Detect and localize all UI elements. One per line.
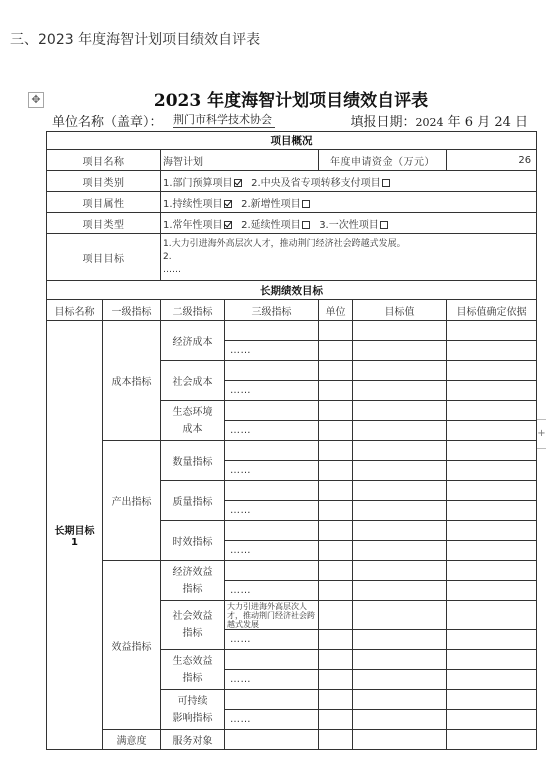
output-indicator-label: 产出指标: [103, 441, 161, 561]
table-cell[interactable]: [225, 690, 319, 710]
project-goal-label: 项目目标: [47, 234, 161, 281]
table-cell[interactable]: [319, 421, 353, 441]
table-cell[interactable]: [225, 401, 319, 421]
table-cell[interactable]: [319, 561, 353, 581]
table-cell[interactable]: [353, 690, 447, 710]
header-goal-name: 目标名称: [47, 300, 103, 321]
longterm-goal-title: [47, 321, 103, 750]
project-category-options: [161, 171, 537, 192]
table-cell[interactable]: [319, 401, 353, 421]
fund-label: 年度申请资金（万元）: [319, 150, 447, 171]
category-option-2-checkbox[interactable]: [382, 179, 390, 187]
section-heading: 三、2023 年度海智计划项目绩效自评表: [10, 32, 261, 48]
table-cell[interactable]: [447, 421, 537, 441]
timeliness-indicator-ellipsis[interactable]: ……: [225, 541, 319, 561]
attribute-option-1-checkbox[interactable]: [224, 200, 232, 208]
fill-date-label: 填报日期：: [350, 115, 416, 130]
timeliness-indicator-label: 时效指标: [161, 521, 225, 561]
table-cell[interactable]: [319, 541, 353, 561]
table-cell[interactable]: [447, 381, 537, 401]
table-cell[interactable]: [353, 441, 447, 461]
social-benefit-label: [161, 601, 225, 650]
table-resize-handle-icon[interactable]: +: [536, 419, 546, 449]
table-cell[interactable]: [353, 381, 447, 401]
unit-name-value[interactable]: 荆门市科学技术协会: [173, 111, 275, 128]
table-cell[interactable]: [447, 650, 537, 670]
fill-date-year[interactable]: 2024: [415, 116, 444, 129]
project-attribute-options: [161, 192, 537, 213]
table-cell[interactable]: [225, 361, 319, 381]
sustainable-impact-ellipsis[interactable]: ……: [225, 710, 319, 730]
table-cell[interactable]: [319, 630, 353, 650]
header-level3: 三级指标: [225, 300, 319, 321]
service-object-label: 服务对象: [161, 730, 225, 750]
table-cell[interactable]: [319, 690, 353, 710]
table-cell[interactable]: [353, 581, 447, 601]
eco-env-cost-label: [161, 401, 225, 441]
table-cell[interactable]: [319, 441, 353, 461]
table-cell[interactable]: [353, 501, 447, 521]
table-cell[interactable]: [447, 630, 537, 650]
table-cell[interactable]: [319, 670, 353, 690]
table-cell[interactable]: [319, 521, 353, 541]
table-cell[interactable]: [353, 401, 447, 421]
economic-benefit-ellipsis[interactable]: ……: [225, 581, 319, 601]
social-benefit-ellipsis[interactable]: ……: [225, 630, 319, 650]
header-level2: 二级指标: [161, 300, 225, 321]
project-goal-value[interactable]: [161, 234, 537, 281]
table-cell[interactable]: [319, 381, 353, 401]
ecological-benefit-label: [161, 650, 225, 690]
table-cell[interactable]: [225, 441, 319, 461]
table-cell[interactable]: [353, 521, 447, 541]
table-cell[interactable]: [447, 581, 537, 601]
table-cell[interactable]: [353, 361, 447, 381]
type-option-2: 2.延续性项目: [241, 219, 301, 231]
table-cell[interactable]: [319, 730, 353, 750]
table-cell[interactable]: [319, 501, 353, 521]
unit-name-label: 单位名称（盖章）：: [52, 115, 163, 130]
attribute-option-2: 2.新增性项目: [241, 198, 301, 210]
project-name-value[interactable]: 海智计划: [161, 150, 319, 171]
sustainable-impact-label: [161, 690, 225, 730]
quantity-indicator-ellipsis[interactable]: ……: [225, 461, 319, 481]
table-cell[interactable]: [353, 481, 447, 501]
social-benefit-label-line-1: 社会效益: [172, 611, 213, 622]
unit-info-line: [48, 108, 536, 130]
longterm-section-title: 长期绩效目标: [47, 281, 537, 300]
attribute-option-2-checkbox[interactable]: [302, 200, 310, 208]
fill-date-rest[interactable]: 年 6 月 24 日: [447, 115, 528, 130]
ecological-benefit-ellipsis[interactable]: ……: [225, 670, 319, 690]
table-cell[interactable]: [447, 670, 537, 690]
longterm-goal-number: 1: [71, 537, 78, 548]
self-evaluation-table: [46, 131, 537, 750]
ecological-benefit-label-line-1: 生态效益: [172, 655, 213, 667]
project-type-options: [161, 213, 537, 234]
table-cell[interactable]: [353, 541, 447, 561]
cost-indicator-label: 成本指标: [103, 321, 161, 441]
economic-benefit-label-line-2: 指标: [182, 583, 203, 595]
table-cell[interactable]: [319, 481, 353, 501]
table-cell[interactable]: [319, 341, 353, 361]
header-level1: 一级指标: [103, 300, 161, 321]
fund-value[interactable]: 26: [447, 150, 537, 171]
project-goal-line-2: 2.: [163, 251, 172, 262]
overview-section-title: 项目概况: [47, 132, 537, 150]
table-cell[interactable]: [353, 670, 447, 690]
table-cell[interactable]: [447, 561, 537, 581]
table-cell[interactable]: [353, 461, 447, 481]
table-cell[interactable]: [225, 730, 319, 750]
project-type-label: 项目类型: [47, 213, 161, 234]
sustainable-impact-label-line-2: 影响指标: [172, 712, 213, 724]
table-cell[interactable]: [353, 421, 447, 441]
table-cell[interactable]: [447, 501, 537, 521]
table-cell[interactable]: [447, 401, 537, 421]
table-cell[interactable]: [353, 321, 447, 341]
table-cell[interactable]: [353, 710, 447, 730]
table-cell[interactable]: [319, 361, 353, 381]
category-option-1-checkbox[interactable]: [234, 179, 242, 187]
table-cell[interactable]: [447, 690, 537, 710]
table-cell[interactable]: [447, 601, 537, 630]
economic-cost-label: 经济成本: [161, 321, 225, 361]
eco-env-cost-label-line-1: 生态环境: [172, 406, 213, 418]
economic-benefit-label-line-1: 经济效益: [172, 566, 213, 578]
table-cell[interactable]: [447, 521, 537, 541]
category-option-1: 1.部门预算项目: [163, 177, 233, 189]
table-cell[interactable]: [447, 361, 537, 381]
table-cell[interactable]: [319, 321, 353, 341]
eco-env-cost-label-line-2: 成本: [182, 423, 203, 435]
social-benefit-label-line-2: 指标: [182, 628, 203, 639]
social-cost-ellipsis[interactable]: ……: [225, 381, 319, 401]
type-option-1: 1.常年性项目: [163, 219, 223, 231]
satisfaction-indicator-label: 满意度: [103, 730, 161, 750]
social-benefit-text[interactable]: 大力引进海外高层次人才，推动荆门经济社会跨越式发展: [225, 601, 319, 630]
table-cell[interactable]: [225, 561, 319, 581]
quality-indicator-ellipsis[interactable]: ……: [225, 501, 319, 521]
project-category-label: 项目类别: [47, 171, 161, 192]
economic-cost-ellipsis[interactable]: ……: [225, 341, 319, 361]
table-cell[interactable]: [447, 541, 537, 561]
sustainable-impact-label-line-1: 可持续: [177, 695, 208, 707]
table-cell[interactable]: [447, 710, 537, 730]
ecological-benefit-label-line-2: 指标: [182, 672, 203, 684]
benefit-indicator-label: 效益指标: [103, 561, 161, 730]
type-option-1-checkbox[interactable]: [224, 221, 232, 229]
table-cell[interactable]: [225, 481, 319, 501]
table-cell[interactable]: [353, 730, 447, 750]
header-basis: 目标值确定依据: [447, 300, 537, 321]
table-cell[interactable]: [353, 341, 447, 361]
type-option-2-checkbox[interactable]: [302, 221, 310, 229]
project-name-label: 项目名称: [47, 150, 161, 171]
economic-benefit-label: [161, 561, 225, 601]
quality-indicator-label: 质量指标: [161, 481, 225, 521]
table-cell[interactable]: [447, 481, 537, 501]
table-cell[interactable]: [447, 321, 537, 341]
header-target: 目标值: [353, 300, 447, 321]
project-goal-line-3: ……: [163, 264, 181, 275]
table-cell[interactable]: [353, 630, 447, 650]
table-move-handle-icon[interactable]: ✥: [28, 92, 44, 108]
header-unit: 单位: [319, 300, 353, 321]
table-cell[interactable]: [225, 321, 319, 341]
quantity-indicator-label: 数量指标: [161, 441, 225, 481]
table-cell[interactable]: [447, 461, 537, 481]
project-attribute-label: 项目属性: [47, 192, 161, 213]
attribute-option-1: 1.持续性项目: [163, 198, 223, 210]
table-cell[interactable]: [319, 461, 353, 481]
table-cell[interactable]: [319, 601, 353, 630]
project-goal-line-1: 1.大力引进海外高层次人才，推动荆门经济社会跨越式发展。: [163, 238, 406, 249]
table-cell[interactable]: [353, 601, 447, 630]
table-cell[interactable]: [353, 650, 447, 670]
table-cell[interactable]: [225, 650, 319, 670]
table-cell[interactable]: [319, 581, 353, 601]
social-cost-label: 社会成本: [161, 361, 225, 401]
longterm-goal-label: 长期目标: [54, 526, 95, 537]
table-cell[interactable]: [225, 521, 319, 541]
fill-date: [351, 111, 529, 130]
eco-env-cost-ellipsis[interactable]: ……: [225, 421, 319, 441]
form-title: 2023 年度海智计划项目绩效自评表: [153, 91, 429, 111]
type-option-3: 3.一次性项目: [319, 219, 379, 231]
table-cell[interactable]: [447, 730, 537, 750]
category-option-2: 2.中央及省专项转移支付项目: [251, 177, 381, 189]
table-cell[interactable]: [447, 341, 537, 361]
table-cell[interactable]: [319, 650, 353, 670]
table-cell[interactable]: [319, 710, 353, 730]
table-cell[interactable]: [447, 441, 537, 461]
table-cell[interactable]: [353, 561, 447, 581]
type-option-3-checkbox[interactable]: [380, 221, 388, 229]
